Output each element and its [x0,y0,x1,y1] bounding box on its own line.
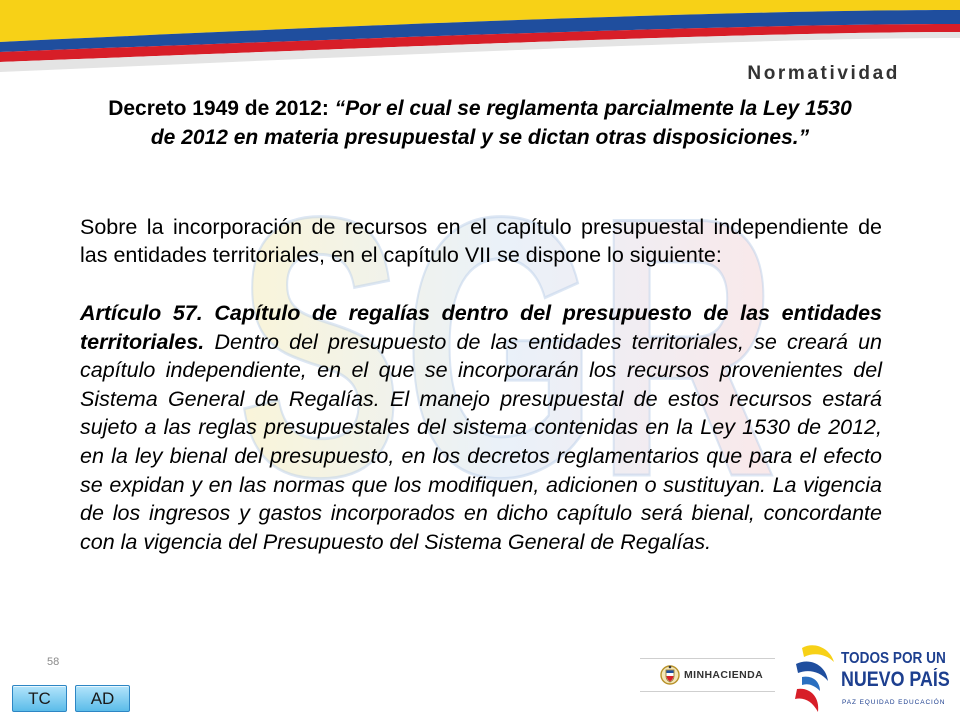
intro-line: Sobre la incorporación de recursos en el capítulo presupuestal independiente de [80,215,882,239]
intro-line: las entidades territoriales, en el capítulo VII se dispone lo siguiente: [80,242,722,267]
title-decree: Decreto 1949 de 2012: [108,97,335,120]
article-line [80,299,882,328]
coat-of-arms-icon [660,664,680,686]
article-line [80,499,882,528]
slogan-main-text: NUEVO PAÍS [841,668,950,691]
article-line [80,385,882,414]
article-heading: territoriales. [80,329,205,354]
tc-button[interactable]: TC [12,685,67,712]
slide-title [0,94,960,152]
article-text: se expidan y en las normas que los modifiquen, adicionen o sustituyan. La vigencia [80,472,882,497]
minhacienda-logo [640,658,775,692]
article-text: en la ley bienal del presupuesto, en los decretos reglamentarios que para el efecto [80,443,882,468]
article-line [80,528,882,557]
article-text: sujeto a las reglas presupuestales del sistema contenidas en la Ley 1530 de 2012, [80,415,882,440]
article-line [80,413,882,442]
section-title: Normatividad [747,63,900,84]
article-57-paragraph [80,299,882,556]
article-line [80,356,882,385]
tricolor-bird-icon [792,642,838,716]
title-quote-start: “Por el cual se reglamenta parcialmente la Ley 1530 [334,97,852,120]
slogan-values-text: PAZ EQUIDAD EDUCACIÓN [842,699,946,706]
title-quote-end: de 2012 en materia presupuestal y se dictan otras disposiciones.” [150,126,810,149]
article-line [80,442,882,471]
watermark-text: SGR [237,170,777,490]
article-text: Dentro del presupuesto de las entidades territoriales, se creará un [204,329,882,354]
article-text: capítulo independiente, en el que se incorporarán los recursos provenientes del [80,358,882,383]
title-line-1 [0,94,960,123]
article-line [80,328,882,357]
slogan-top-text: TODOS POR UN [841,650,946,667]
ministry-name: MINHACIENDA [684,669,764,681]
article-text: Sistema General de Regalías. El manejo presupuestal de estos recursos estará [80,386,882,411]
intro-paragraph [80,214,882,269]
article-text: con la vigencia del Presupuesto del Sistema General de Regalías. [80,529,712,554]
article-line [80,471,882,500]
article-heading: Artículo 57. Capítulo de regalías dentro del presupuesto de las entidades [80,301,882,325]
article-text: de los ingresos y gastos incorporados en dicho capítulo será bienal, concordante [80,501,882,526]
title-line-2 [0,123,960,152]
page-number: 58 [47,656,60,668]
ad-button[interactable]: AD [75,685,130,712]
